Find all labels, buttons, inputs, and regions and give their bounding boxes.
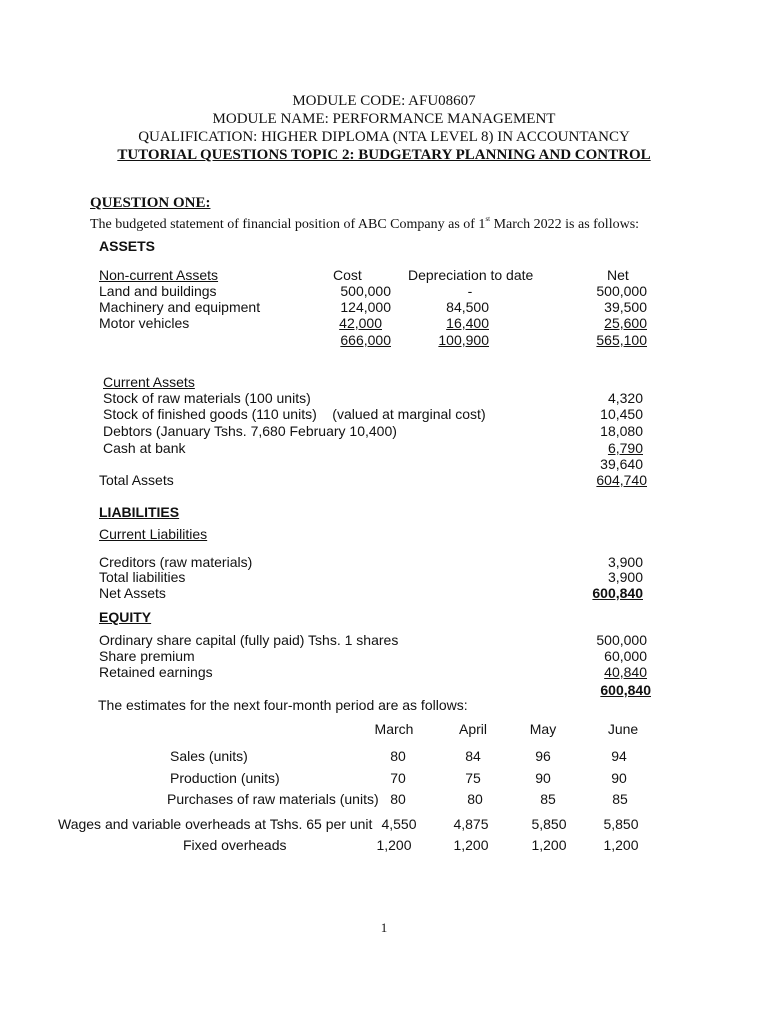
question-title: QUESTION ONE: bbox=[90, 195, 211, 211]
liability-label: Creditors (raw materials) bbox=[99, 554, 253, 570]
estimate-row-label: Wages and variable overheads at Tshs. 65 per unit bbox=[58, 816, 373, 832]
estimate-row-label: Purchases of raw materials (units) bbox=[167, 791, 379, 807]
net-assets-value: 600,840 bbox=[592, 585, 643, 601]
asset-row-label: Machinery and equipment bbox=[99, 299, 261, 315]
estimate-row-label: Sales (units) bbox=[170, 748, 248, 764]
net-assets-label: Net Assets bbox=[99, 585, 166, 601]
asset-row-cost: 124,000 bbox=[340, 299, 391, 315]
module-code: MODULE CODE: AFU08607 bbox=[292, 93, 476, 109]
asset-row-depreciation: 16,400 bbox=[446, 315, 489, 331]
asset-row-depreciation: 84,500 bbox=[446, 299, 489, 315]
asset-row-label: Land and buildings bbox=[99, 283, 217, 299]
noncurrent-total-cost: 666,000 bbox=[340, 332, 391, 348]
current-asset-label: Debtors (January Tshs. 7,680 February 10,400) bbox=[103, 423, 397, 439]
qualification: QUALIFICATION: HIGHER DIPLOMA (NTA LEVEL 8) IN ACCOUNTANCY bbox=[138, 129, 630, 145]
estimate-value: 75 bbox=[465, 770, 481, 786]
page-number: 1 bbox=[380, 920, 388, 935]
liabilities-heading: LIABILITIES bbox=[99, 504, 180, 520]
asset-row-depreciation: - bbox=[467, 283, 473, 299]
estimate-value: 85 bbox=[612, 791, 628, 807]
estimate-value: 96 bbox=[535, 748, 551, 764]
estimate-value: 80 bbox=[390, 748, 406, 764]
equity-label: Ordinary share capital (fully paid) Tshs. 1 shares bbox=[99, 632, 399, 648]
question-intro: The budgeted statement of financial position of ABC Company as of 1st March 2022 is as follows: bbox=[90, 215, 640, 232]
estimate-value: 4,550 bbox=[381, 816, 417, 832]
asset-row-net: 39,500 bbox=[604, 299, 647, 315]
liability-value: 3,900 bbox=[607, 569, 643, 585]
current-asset-value: 4,320 bbox=[607, 390, 643, 406]
current-liabilities-heading: Current Liabilities bbox=[99, 526, 208, 542]
current-assets-heading: Current Assets bbox=[103, 374, 195, 390]
month-header: May bbox=[529, 721, 557, 737]
equity-label: Share premium bbox=[99, 648, 195, 664]
assets-heading: ASSETS bbox=[99, 238, 156, 254]
current-asset-value: 6,790 bbox=[607, 440, 643, 456]
col-depreciation: Depreciation to date bbox=[408, 267, 534, 283]
current-asset-value: 18,080 bbox=[600, 423, 643, 439]
estimate-value: 90 bbox=[535, 770, 551, 786]
col-noncurrent-assets: Non-current Assets bbox=[99, 267, 219, 283]
asset-row-net: 500,000 bbox=[596, 283, 647, 299]
asset-row-net: 25,600 bbox=[604, 315, 647, 331]
estimate-value: 80 bbox=[390, 791, 406, 807]
estimate-value: 1,200 bbox=[453, 837, 489, 853]
total-assets-label: Total Assets bbox=[99, 472, 174, 488]
estimate-value: 84 bbox=[465, 748, 481, 764]
asset-row-label: Motor vehicles bbox=[99, 315, 190, 331]
current-assets-subtotal: 39,640 bbox=[600, 456, 643, 472]
estimate-row-label: Fixed overheads bbox=[183, 837, 287, 853]
noncurrent-total-depreciation: 100,900 bbox=[438, 332, 489, 348]
estimate-value: 94 bbox=[611, 748, 627, 764]
estimate-value: 70 bbox=[390, 770, 406, 786]
estimate-value: 1,200 bbox=[376, 837, 412, 853]
estimate-value: 90 bbox=[611, 770, 627, 786]
asset-row-cost: 500,000 bbox=[340, 283, 391, 299]
estimate-row-label: Production (units) bbox=[170, 770, 280, 786]
equity-total: 600,840 bbox=[600, 682, 651, 698]
equity-value: 500,000 bbox=[596, 632, 647, 648]
estimate-value: 85 bbox=[540, 791, 556, 807]
equity-value: 40,840 bbox=[604, 664, 647, 680]
asset-row-cost: 42,000 bbox=[339, 315, 382, 331]
month-header: April bbox=[458, 721, 487, 737]
equity-label: Retained earnings bbox=[99, 664, 213, 680]
col-cost: Cost bbox=[333, 267, 362, 283]
estimate-value: 4,875 bbox=[453, 816, 489, 832]
liability-label: Total liabilities bbox=[99, 569, 186, 585]
estimate-value: 1,200 bbox=[531, 837, 567, 853]
noncurrent-total-net: 565,100 bbox=[596, 332, 647, 348]
estimates-intro: The estimates for the next four-month period are as follows: bbox=[98, 697, 468, 713]
current-asset-label: Stock of finished goods (110 units) (valued at marginal cost) bbox=[103, 406, 486, 422]
month-header: June bbox=[607, 721, 639, 737]
liability-value: 3,900 bbox=[607, 554, 643, 570]
intro-superscript: st bbox=[485, 215, 491, 223]
current-asset-value: 10,450 bbox=[600, 406, 643, 422]
col-net: Net bbox=[607, 267, 629, 283]
current-asset-label: Cash at bank bbox=[103, 440, 186, 456]
current-asset-label: Stock of raw materials (100 units) bbox=[103, 390, 311, 406]
estimate-value: 1,200 bbox=[603, 837, 639, 853]
estimate-value: 5,850 bbox=[603, 816, 639, 832]
total-assets-value: 604,740 bbox=[596, 472, 647, 488]
topic-title: TUTORIAL QUESTIONS TOPIC 2: BUDGETARY PLANNING AND CONTROL bbox=[117, 147, 651, 163]
equity-heading: EQUITY bbox=[99, 609, 152, 625]
estimate-value: 80 bbox=[467, 791, 483, 807]
module-name: MODULE NAME: PERFORMANCE MANAGEMENT bbox=[212, 111, 556, 127]
estimate-value: 5,850 bbox=[531, 816, 567, 832]
equity-value: 60,000 bbox=[604, 648, 647, 664]
month-header: March bbox=[374, 721, 414, 737]
